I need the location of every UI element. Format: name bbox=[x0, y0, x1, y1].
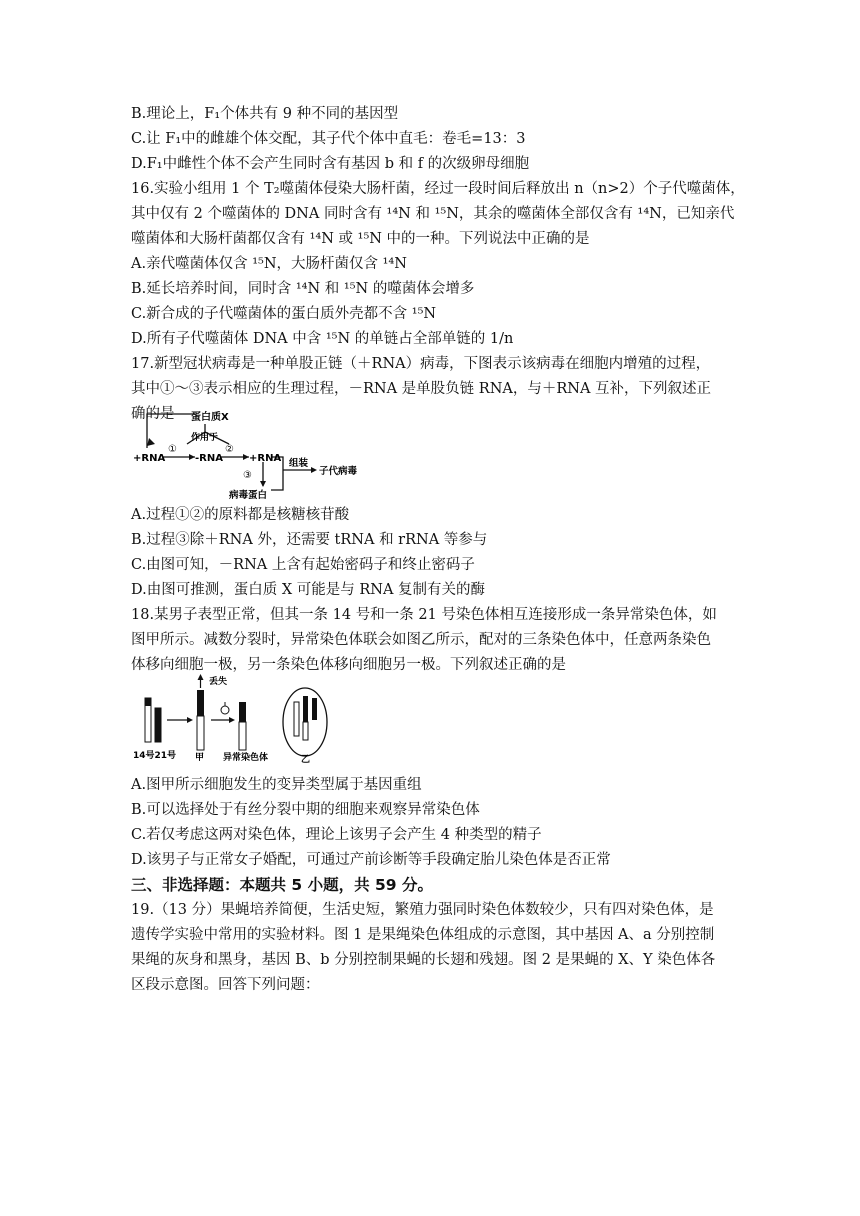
chromosome-translocation-diagram bbox=[131, 672, 351, 764]
q18-option-d: D.该男子与正常女子婚配，可通过产前诊断等手段确定胎儿染色体是否正常 bbox=[131, 852, 611, 868]
step-3-label: ③ bbox=[243, 470, 252, 481]
yi-label: 乙 bbox=[301, 755, 311, 764]
q16-option-b: B.延长培养时间，同时含 ¹⁴N 和 ¹⁵N 的噬菌体会增多 bbox=[131, 281, 475, 297]
step-1-label: ① bbox=[168, 444, 177, 455]
assemble-label: 组装 bbox=[289, 458, 309, 469]
q16-option-c: C.新合成的子代噬菌体的蛋白质外壳都不含 ¹⁵N bbox=[131, 306, 437, 322]
q17-option-a: A.过程①②的原料都是核糖核苷酸 bbox=[131, 507, 350, 523]
q18-option-b: B.可以选择处于有丝分裂中期的细胞来观察异常染色体 bbox=[131, 802, 480, 818]
q19-stem-line-1: 19.（13 分）果蝇培养简便，生活史短，繁殖力强同时染色体数较少，只有四对染色体，是 bbox=[131, 902, 714, 918]
section-3-heading: 三、非选择题：本题共 5 小题，共 59 分。 bbox=[131, 876, 433, 894]
q18-option-a: A.图甲所示细胞发生的变异类型属于基因重组 bbox=[131, 777, 422, 793]
q15-option-c: C.让 F₁中的雌雄个体交配，其子代个体中直毛：卷毛=13：3 bbox=[131, 131, 526, 147]
q17-stem-line-2: 其中①～③表示相应的生理过程，－RNA 是单股负链 RNA，与＋RNA 互补，下列叙述正 bbox=[131, 381, 712, 397]
q17-option-b: B.过程③除＋RNA 外，还需要 tRNA 和 rRNA 等参与 bbox=[131, 532, 488, 548]
q17-option-d: D.由图可推测，蛋白质 X 可能是与 RNA 复制有关的酶 bbox=[131, 582, 486, 598]
jia-label: 甲 bbox=[195, 753, 205, 763]
q16-stem-line-1: 16.实验小组用 1 个 T₂噬菌体侵染大肠杆菌，经过一段时间后释放出 n（n>2）个子代噬菌体， bbox=[131, 181, 745, 197]
chrom-14-21-label: 14号21号 bbox=[133, 751, 177, 761]
progeny-virus-label: 子代病毒 bbox=[319, 466, 358, 477]
q18-stem-line-2: 图甲所示。减数分裂时，异常染色体联会如图乙所示，配对的三条染色体中，任意两条染色 bbox=[131, 632, 711, 648]
q17-stem-line-1: 17.新型冠状病毒是一种单股正链（＋RNA）病毒，下图表示该病毒在细胞内增殖的过程， bbox=[131, 356, 711, 372]
minus-rna-label: -RNA bbox=[195, 453, 223, 464]
q17-stem-line-3: 确的是 bbox=[131, 406, 175, 422]
q19-stem-line-3: 果绳的灰身和黑身，基因 B、b 分别控制果蝇的长翅和残翅。图 2 是果蝇的 X、Y 染色体各 bbox=[131, 952, 716, 968]
q16-option-d: D.所有子代噬菌体 DNA 中含 ¹⁵N 的单链占全部单链的 1/n bbox=[131, 331, 514, 347]
acts-on-label: 作用于 bbox=[191, 433, 219, 443]
plus-rna-1-label: +RNA bbox=[133, 453, 166, 464]
virus-replication-diagram bbox=[131, 410, 371, 502]
q15-option-b: B.理论上，F₁个体共有 9 种不同的基因型 bbox=[131, 106, 399, 122]
q18-option-c: C.若仅考虑这两对染色体，理论上该男子会产生 4 种类型的精子 bbox=[131, 827, 542, 843]
plus-rna-2-label: +RNA bbox=[249, 453, 282, 464]
viral-protein-label: 病毒蛋白 bbox=[229, 490, 268, 501]
abnormal-chromosome-label: 异常染色体 bbox=[223, 753, 269, 763]
q16-stem-line-2: 其中仅有 2 个噬菌体的 DNA 同时含有 ¹⁴N 和 ¹⁵N，其余的噬菌体全部仅含有 ¹⁴N，已知亲代 bbox=[131, 206, 735, 222]
q18-stem-line-1: 18.某男子表型正常，但其一条 14 号和一条 21 号染色体相互连接形成一条异常染色体，如 bbox=[131, 607, 717, 623]
q16-stem-line-3: 噬菌体和大肠杆菌都仅含有 ¹⁴N 或 ¹⁵N 中的一种。下列说法中正确的是 bbox=[131, 231, 590, 247]
q19-stem-line-4: 区段示意图。回答下列问题： bbox=[131, 977, 320, 993]
q17-option-c: C.由图可知，－RNA 上含有起始密码子和终止密码子 bbox=[131, 557, 475, 573]
q19-stem-line-2: 遗传学实验中常用的实验材料。图 1 是果绳染色体组成的示意图，其中基因 A、a 分别控制 bbox=[131, 927, 715, 943]
q18-stem-line-3: 体移向细胞一极，另一条染色体移向细胞另一极。下列叙述正确的是 bbox=[131, 657, 566, 673]
q15-option-d: D.F₁中雌性个体不会产生同时含有基因 b 和 f 的次级卵母细胞 bbox=[131, 156, 530, 172]
protein-x-label: 蛋白质X bbox=[191, 412, 229, 423]
lost-label: 丢失 bbox=[209, 677, 228, 687]
q16-option-a: A.亲代噬菌体仅含 ¹⁵N，大肠杆菌仅含 ¹⁴N bbox=[131, 256, 407, 272]
step-2-label: ② bbox=[225, 444, 234, 455]
